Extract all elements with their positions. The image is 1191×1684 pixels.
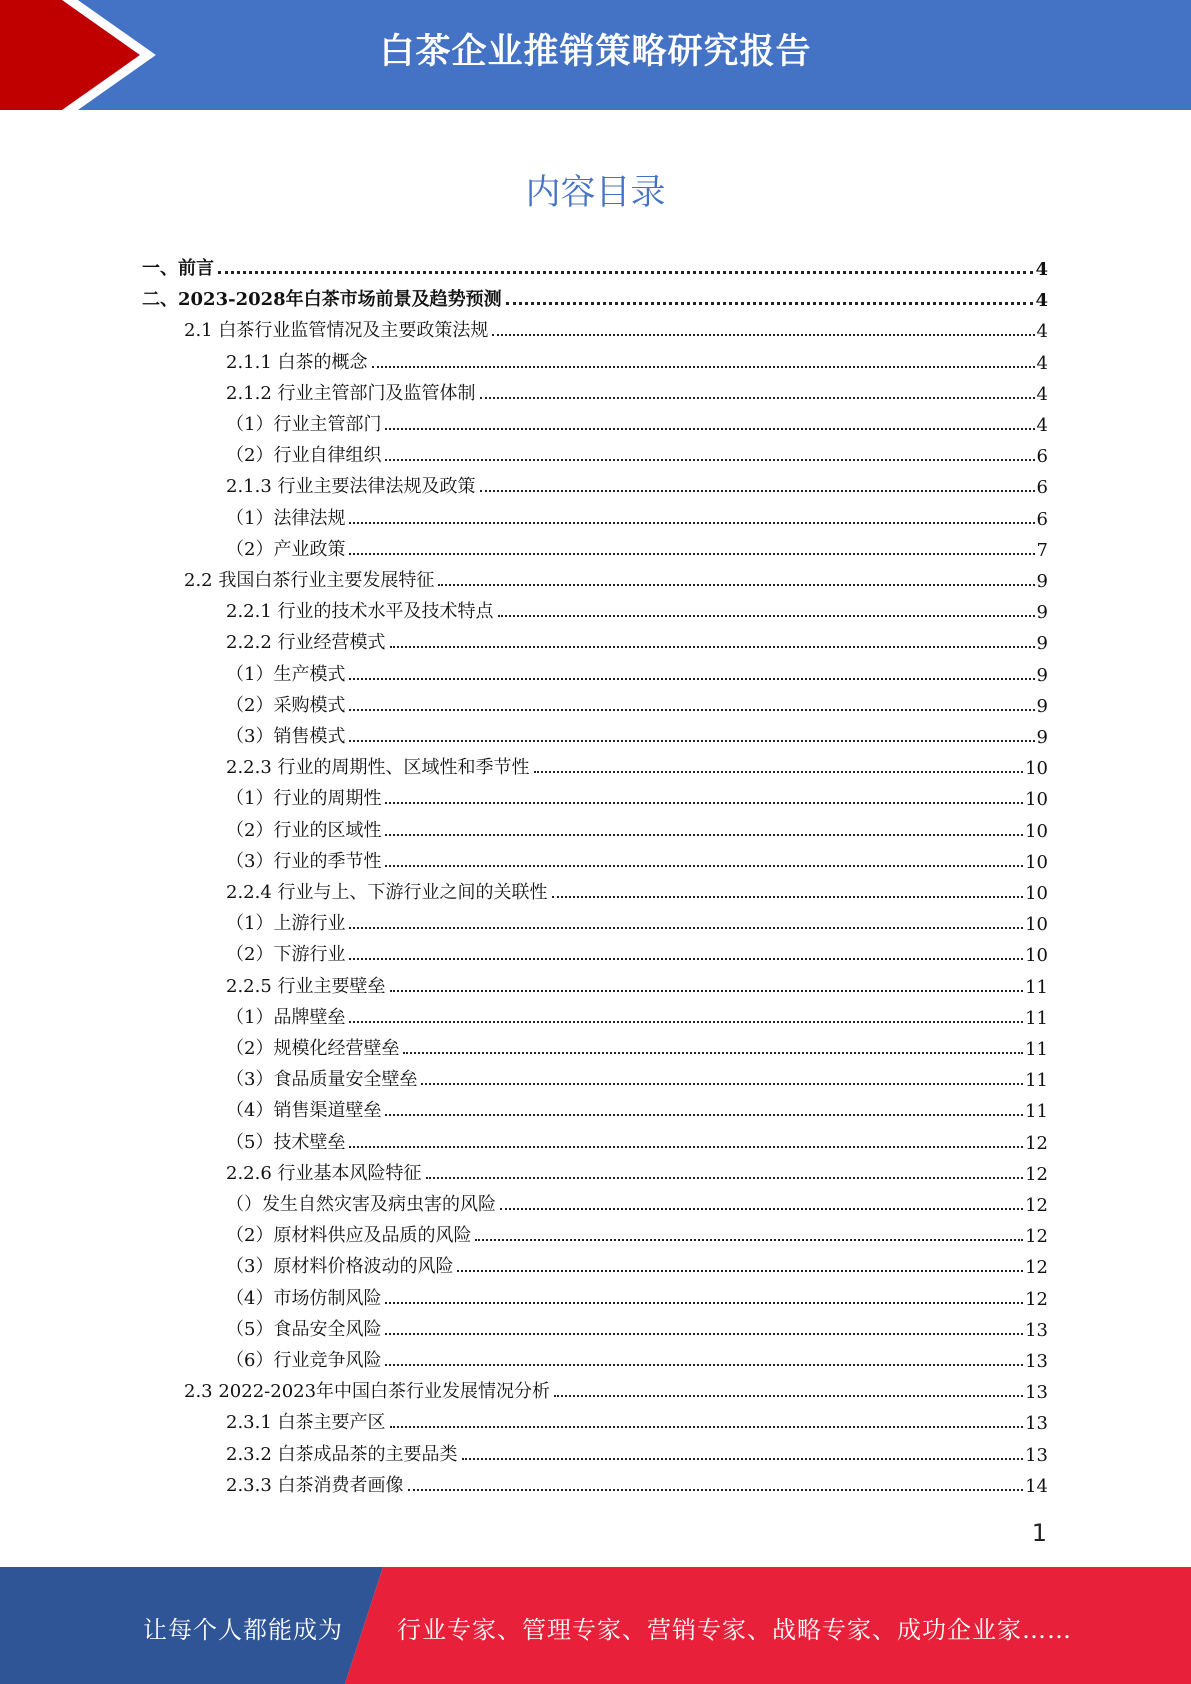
toc-entry[interactable] [226,410,1048,436]
toc-entry-page: 12 [1025,1226,1048,1248]
toc-entry-page: 11 [1025,1070,1048,1092]
toc-entry[interactable] [226,1315,1048,1341]
toc-entry[interactable] [226,1346,1048,1372]
header-band [0,0,1191,110]
toc-leader-dots [385,459,1034,461]
toc-entry-label: 2.2.1 行业的技术水平及技术特点 [226,601,494,623]
toc-entry-page: 10 [1025,820,1048,842]
toc-leader-dots [421,1083,1023,1085]
toc-entry-label: （5）食品安全风险 [226,1318,382,1340]
toc-entry-page: 4 [1035,290,1048,312]
toc-entry-page: 9 [1036,695,1048,717]
toc-leader-dots [534,771,1024,773]
toc-entry[interactable] [226,784,1048,810]
toc-entry[interactable] [226,722,1048,748]
toc-entry-label: （1）行业的周期性 [226,788,382,810]
toc-entry[interactable] [226,940,1048,966]
toc-leader-dots [349,927,1023,929]
toc-entry[interactable] [184,566,1048,592]
toc-leader-dots [498,615,1035,617]
toc-entry-label: （4）销售渠道壁垒 [226,1100,382,1122]
toc-entry-label: （3）销售模式 [226,726,346,747]
toc-leader-dots [349,709,1034,711]
toc-leader-dots [492,334,1034,336]
toc-entry[interactable] [226,1190,1048,1216]
toc-entry-page: 6 [1036,446,1048,468]
toc-entry-page: 11 [1025,976,1048,998]
toc-leader-dots [218,271,1033,274]
footer-slogan-right: 行业专家、管理专家、营销专家、战略专家、成功企业家…… [397,1616,1072,1644]
toc-entry-label: （1）法律法规 [226,507,346,529]
toc-entry[interactable] [226,597,1048,623]
toc-entry-label: （2）下游行业 [226,944,346,966]
toc-entry-page: 6 [1036,508,1048,530]
toc-entry-page: 13 [1025,1319,1048,1341]
toc-entry-label: 2.1.2 行业主管部门及监管体制 [226,382,476,404]
toc-leader-dots [552,896,1024,898]
toc-entry[interactable] [184,316,1048,342]
toc-leader-dots [349,1021,1023,1023]
toc-entry-page: 7 [1036,539,1048,561]
toc-leader-dots [349,678,1034,680]
toc-title: 内容目录 [525,173,666,213]
toc-entry-label: （）发生自然灾害及病虫害的风险 [226,1194,496,1215]
toc-leader-dots [385,802,1023,804]
toc-entry-page: 12 [1025,1288,1048,1310]
toc-entry-label: 2.2.6 行业基本风险特征 [226,1162,422,1184]
toc-entry-page: 13 [1025,1444,1048,1466]
toc-entry-page: 14 [1025,1475,1048,1497]
toc-entry-page: 9 [1036,727,1048,748]
toc-entry[interactable] [226,816,1048,842]
toc-entry-page: 13 [1025,1351,1048,1372]
toc-entry-label: （6）行业竞争风险 [226,1350,382,1371]
toc-entry-label: 二、2023-2028年白茶市场前景及趋势预测 [142,289,502,311]
toc-entry-page: 12 [1025,1257,1048,1279]
toc-leader-dots [385,1114,1023,1116]
report-title: 白茶企业推销策略研究报告 [379,32,812,72]
toc-entry-label: （2）原材料供应及品质的风险 [226,1225,472,1247]
toc-entry-label: （2）行业的区域性 [226,819,382,841]
toc-leader-dots [349,740,1034,742]
toc-leader-dots [349,553,1034,555]
toc-entry-label: 2.1.3 行业主要法律法规及政策 [226,476,476,498]
toc-leader-dots [349,1146,1023,1148]
toc-leader-dots [438,584,1034,586]
toc-leader-dots [385,428,1034,430]
toc-entry-label: 2.3 2022-2023年中国白茶行业发展情况分析 [184,1381,551,1403]
toc-entry[interactable] [226,1159,1048,1185]
toc-entry-page: 10 [1025,851,1048,873]
toc-entry[interactable] [226,1440,1048,1466]
toc-entry-page: 9 [1036,602,1048,624]
toc-leader-dots [506,302,1034,305]
toc-leader-dots [349,522,1034,524]
toc-leader-dots [480,397,1035,399]
toc-entry-label: （2）规模化经营壁垒 [226,1038,400,1059]
toc-entry-page: 10 [1025,758,1048,780]
toc-entry[interactable] [226,753,1048,779]
toc-entry-page: 11 [1025,1039,1048,1060]
toc-entry-label: 2.3.3 白茶消费者画像 [226,1474,404,1496]
toc-entry-label: （2）采购模式 [226,694,346,716]
toc-entry[interactable] [226,472,1048,498]
toc-entry-label: 2.2.2 行业经营模式 [226,632,386,654]
toc-entry[interactable] [184,1377,1048,1403]
toc-entry-label: 一、前言 [142,258,214,279]
toc-entry[interactable] [226,348,1048,374]
toc-entry-label: 2.3.1 白茶主要产区 [226,1412,386,1434]
toc-entry-label: （3）食品质量安全壁垒 [226,1069,418,1091]
toc-entry-label: （3）原材料价格波动的风险 [226,1256,454,1278]
toc-entry[interactable] [226,504,1048,530]
toc-entry-label: 2.1 白茶行业监管情况及主要政策法规 [184,320,489,342]
toc-entry-page: 10 [1025,883,1048,904]
toc-entry-label: （1）上游行业 [226,913,346,935]
toc-leader-dots [385,1364,1023,1366]
toc-entry-page: 13 [1025,1382,1048,1404]
toc-entry[interactable] [226,1221,1048,1247]
toc-entry[interactable] [226,1096,1048,1122]
toc-entry-page: 6 [1036,477,1048,499]
toc-leader-dots [385,834,1023,836]
toc-leader-dots [390,990,1024,992]
toc-leader-dots [372,366,1035,368]
toc-leader-dots [480,490,1035,492]
toc-entry[interactable] [226,1034,1048,1060]
toc-leader-dots [554,1395,1023,1397]
toc-leader-dots [385,865,1023,867]
toc-entry-page: 9 [1036,571,1048,592]
toc-entry-page: 4 [1036,383,1048,405]
toc-entry[interactable] [226,628,1048,654]
toc-leader-dots [403,1052,1023,1054]
toc-entry[interactable] [226,1065,1048,1091]
toc-entry-label: 2.2.5 行业主要壁垒 [226,975,386,997]
toc-leader-dots [462,1458,1024,1460]
toc-entry[interactable] [226,1284,1048,1310]
toc-entry[interactable] [142,285,1048,311]
footer-slogan-left: 让每个人都能成为 [143,1616,343,1644]
toc-leader-dots [457,1270,1023,1272]
toc-entry-label: 2.2 我国白茶行业主要发展特征 [184,570,435,591]
toc-entry-page: 4 [1035,259,1048,280]
toc-entry[interactable] [226,379,1048,405]
toc-leader-dots [426,1177,1024,1179]
toc-entry[interactable] [226,1252,1048,1278]
toc-entry-page: 9 [1036,664,1048,686]
toc-entry-label: （1）品牌壁垒 [226,1006,346,1028]
toc-entry-page: 12 [1025,1163,1048,1185]
toc-entry[interactable] [226,909,1048,935]
toc-entry[interactable] [142,254,1048,280]
page-number: 1 [1031,1519,1047,1547]
toc-entry-page: 10 [1025,789,1048,811]
toc-entry-label: （2）产业政策 [226,538,346,560]
toc-entry-label: （5）技术壁垒 [226,1131,346,1153]
toc-entry-label: 2.3.2 白茶成品茶的主要品类 [226,1443,458,1465]
toc-entry[interactable] [226,878,1048,904]
toc-entry-label: （1）行业主管部门 [226,414,382,435]
toc-entry[interactable] [226,1003,1048,1029]
toc-entry-label: （1）生产模式 [226,663,346,685]
toc-entry-page: 9 [1036,633,1048,655]
toc-leader-dots [500,1208,1023,1210]
toc-entry[interactable] [226,1128,1048,1154]
toc-entry-label: （3）行业的季节性 [226,850,382,872]
toc-entry-label: 2.2.3 行业的周期性、区域性和季节性 [226,757,530,779]
toc-leader-dots [408,1489,1024,1491]
toc-leader-dots [390,646,1035,648]
toc-entry-label: （4）市场仿制风险 [226,1287,382,1309]
toc-entry-page: 4 [1036,415,1048,436]
toc-entry-page: 11 [1025,1007,1048,1029]
toc-entry[interactable] [226,535,1048,561]
toc-leader-dots [475,1239,1023,1241]
toc-leader-dots [385,1302,1023,1304]
toc-entry-page: 12 [1025,1195,1048,1216]
toc-entry-page: 4 [1036,321,1048,343]
toc-entry[interactable] [226,1408,1048,1434]
toc-entry-label: 2.2.4 行业与上、下游行业之间的关联性 [226,882,548,903]
toc-entry-page: 4 [1036,352,1048,374]
toc-entry[interactable] [226,847,1048,873]
toc-leader-dots [385,1333,1023,1335]
toc-entry-label: （2）行业自律组织 [226,445,382,467]
toc-entry-page: 12 [1025,1132,1048,1154]
toc-entry-page: 10 [1025,945,1048,967]
toc-entry[interactable] [226,660,1048,686]
toc-entry-page: 11 [1025,1101,1048,1123]
toc-entry-label: 2.1.1 白茶的概念 [226,351,368,373]
toc-leader-dots [390,1426,1024,1428]
toc-leader-dots [349,958,1023,960]
toc-entry[interactable] [226,1471,1048,1497]
toc-entry-page: 13 [1025,1413,1048,1435]
toc-entry[interactable] [226,691,1048,717]
toc-entry[interactable] [226,441,1048,467]
toc-entry[interactable] [226,972,1048,998]
toc-entry-page: 10 [1025,914,1048,936]
